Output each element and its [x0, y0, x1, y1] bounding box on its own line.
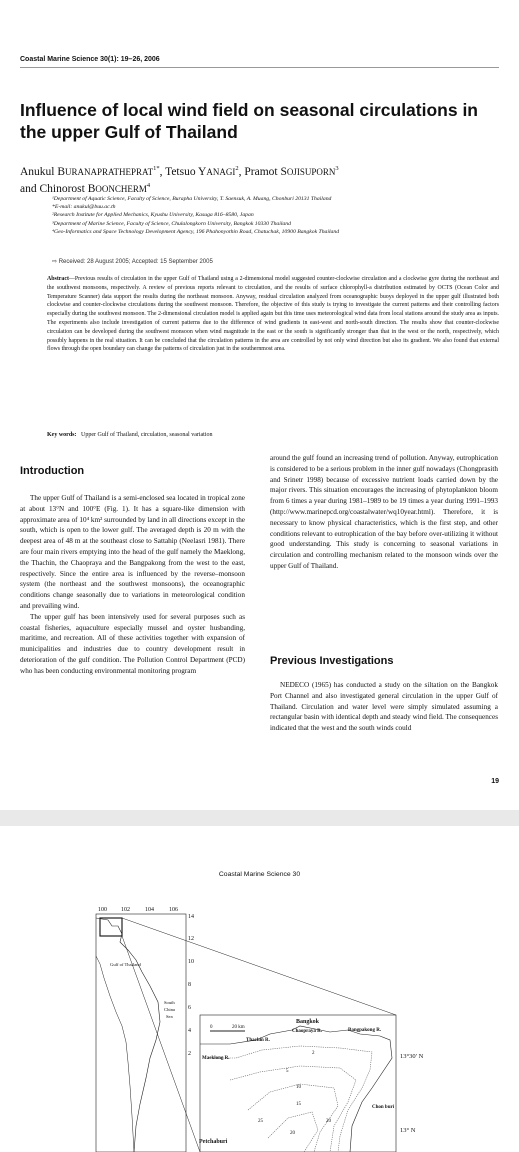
scale-label: 20 km	[232, 1025, 245, 1030]
lat-tick-label: 10	[188, 959, 194, 965]
place-label: Petchaburi	[199, 1139, 228, 1145]
depth-contour	[248, 1084, 338, 1152]
header-rule	[20, 67, 499, 68]
depth-label: 2	[312, 1051, 315, 1056]
paper-page-2	[0, 826, 519, 1152]
affiliation-line: ²Research Institute for Applied Mechanics, Kyushu University, Kasuga 816–8580, Japan	[52, 212, 254, 219]
abstract-text: —Previous results of circulation in the upper Gulf of Thailand using a 2-dimensional model suggested counter-clockwise circulation and a clockwise gyre during the northeast and the southwest monsoons, respectively. A review of previous reports relevant to circulation, and the results of surface chlorophyll-a distribution estimated by OCTS (Ocean Color and Temperature Scanner) data support the results during the northeast monsoon. Anyway, residual circulation analyzed from oceanographic buoys deployed in the upper gulf illustrated both clockwise and counter-clockwise circulations during the southwest monsoon. Therefore, the objective of this study is trying to investigate the current patterns and their controlling factors especially during the southwest monsoon. The 2-dimensional circulation model is applied again but this time uses meteorological wind data from local stations around the study area as inputs. The experiments also include investigation of current patterns due to the difference of wind gradients in east-west and north-south direction. The results show that counter-clockwise circulation can be developed during the southwest monsoon when wind magnitude in the east or the south is significantly stronger than that in the west or the north, respectively, which possibly happens in the real situation. It can be concluded that the circulation patterns in the area are controlled by not only wind direction but also its gradient. We also found that external flows through the open boundary can change the patterns of circulation just in the southernmost area.	[47, 276, 499, 353]
place-label: Chon buri	[372, 1105, 395, 1110]
place-label: Maeklong R.	[202, 1056, 230, 1061]
keywords: Key words: Upper Gulf of Thailand, circulation, seasonal variation	[47, 432, 213, 438]
detail-map	[199, 1015, 424, 1152]
lat-tick-label: 4	[188, 1028, 191, 1034]
author-list: Anukul $BURANAPRATHEPRAT^{1*}$, Tetsuo YANAGI$^2$, Pramot SOJISUPORN$^3$ and Chinorost BOONCHERM$^4$	[20, 165, 339, 195]
affiliation-line: ¹Department of Aquatic Science, Faculty of Science, Burapha University, T. Saensuk, A. Muang, Chonburi 20131 Thailand	[52, 196, 332, 202]
journal-header: Coastal Marine Science 30(1): 19–26, 2006	[20, 56, 160, 63]
lon-tick-label: 104	[145, 907, 154, 913]
place-label: Bangpakong R.	[348, 1028, 382, 1033]
place-label: Chaopraya R.	[292, 1029, 323, 1034]
section-heading-previous-investigations: Previous Investigations	[270, 655, 394, 667]
depth-label: 20	[290, 1131, 295, 1136]
lat-label: 13° N	[400, 1127, 416, 1134]
affiliation-line: ³Department of Marine Science, Faculty of Science, Chulalongkorn University, Bangkok 10330 Thailand	[52, 220, 291, 227]
lon-tick-label: 100	[98, 907, 107, 913]
depth-label: 20	[326, 1119, 331, 1124]
sea-label: South	[164, 1000, 175, 1005]
scale-label: 0	[210, 1025, 213, 1030]
depth-contour	[230, 1066, 356, 1152]
paragraph: around the gulf found an increasing trend of pollution. Anyway, eutrophication is considered to be a serious problem in the inner gulf nowadays (Chongprasith and Srinetr 1998) because of excessive nutrient loads carried down by the major rivers. This situation encourages the increasing of phytoplankton bloom from 6 times a year during 1981–1989 to be 19 times a year during 1991–1993 (http://www.marinepcd.org/coastalwater/wq10year.html). Therefore, it is necessary to know physical characteristics, which is the first step, and other conditions relevant to eutrophication of the bay before over-utilizing it without good understanding. This study is concerning to seasonal variations in circulation and controlling mechanism related to the monsoon winds over the upper Gulf of Thailand.	[270, 454, 498, 570]
depth-label: 25	[258, 1119, 263, 1124]
abstract	[47, 275, 499, 354]
lat-label: 13°30′ N	[400, 1053, 424, 1060]
running-head: Coastal Marine Science 30	[218, 871, 301, 878]
right-column-bottom	[270, 680, 498, 734]
left-column	[20, 493, 245, 677]
lon-tick-label: 102	[121, 907, 130, 913]
depth-contour	[212, 1046, 372, 1152]
lon-tick-label: 106	[169, 907, 178, 913]
abstract-label: Abstract	[47, 276, 69, 282]
paragraph: NEDECO (1965) has conducted a study on the siltation on the Bangkok Port Channel and also investigated general circulation in the upper Gulf of Thailand. Circulation and water level were simply simulated assuming a rectangular basin with identical depth and steady wind field. The consequences indicated that the west and the south winds could	[270, 681, 498, 733]
received-dates: ⇨ Received: 28 August 2005; Accepted: 15 September 2005	[52, 259, 213, 265]
lat-tick-label: 12	[188, 936, 194, 942]
depth-label: 10	[296, 1085, 301, 1090]
place-label: Bangkok	[296, 1019, 320, 1025]
section-heading-introduction: Introduction	[20, 465, 85, 477]
depth-label: 15	[296, 1102, 301, 1107]
coastline	[96, 956, 134, 1152]
gulf-label: Gulf of Thailand	[110, 962, 141, 967]
paper-title: Influence of local wind field on seasonal circulations in the upper Gulf of Thailand	[20, 100, 478, 142]
affiliation-line: *E-mail: anukul@buu.ac.th	[52, 204, 116, 211]
affiliations	[52, 195, 502, 236]
lat-tick-label: 14	[188, 914, 194, 920]
paragraph: The upper gulf has been intensively used for several purposes such as coastal fisheries, aquaculture especially mussel and oyster husbanding, maritime, and recreation. All of these activities together with expansion of municipalities and industries due to country development result in deterioration of the gulf condition. The Pollution Control Department (PCD) who has been conducting environmental monitoring program	[20, 612, 245, 675]
right-column-top	[270, 453, 498, 572]
figure-1-maps	[0, 826, 519, 1152]
sea-label: Sea	[166, 1014, 173, 1019]
lat-tick-label: 2	[188, 1051, 191, 1057]
sea-label: China	[164, 1007, 175, 1012]
page-number: 19	[491, 778, 499, 785]
paragraph: The upper Gulf of Thailand is a semi-enclosed sea located in tropical zone at about 13°N and 100°E (Fig. 1). It has a square-like dimension with approximate area of 10⁴ km² surrounded by land in all directions except in the south, which is open to the lower gulf. The averaged depth is 20 m with the deepest area of 48 m at the southeast close to Sattahip (Neelasri 1981). There are four main rivers emptying into the head of the gulf namely the Maeklong, the Thachin, the Chaopraya and the Bangpakong from the west to the east, respectively. Since the entire area is influenced by the reverse–monsoon system (the northeast and the southwest monsoons), the oceanographic conditions change seasonally due to variations in meteorological condition and prevailing wind.	[20, 494, 245, 610]
lat-tick-label: 8	[188, 982, 191, 988]
depth-label: 5	[286, 1069, 289, 1074]
lat-tick-label: 6	[188, 1005, 191, 1011]
affiliation-line: ⁴Geo-Informatics and Space Technology Development Agency, 196 Phahonyothin Road, Chatuchak, 10900 Bangkok Thailand	[52, 228, 340, 235]
place-label: Thachin R.	[246, 1038, 270, 1043]
